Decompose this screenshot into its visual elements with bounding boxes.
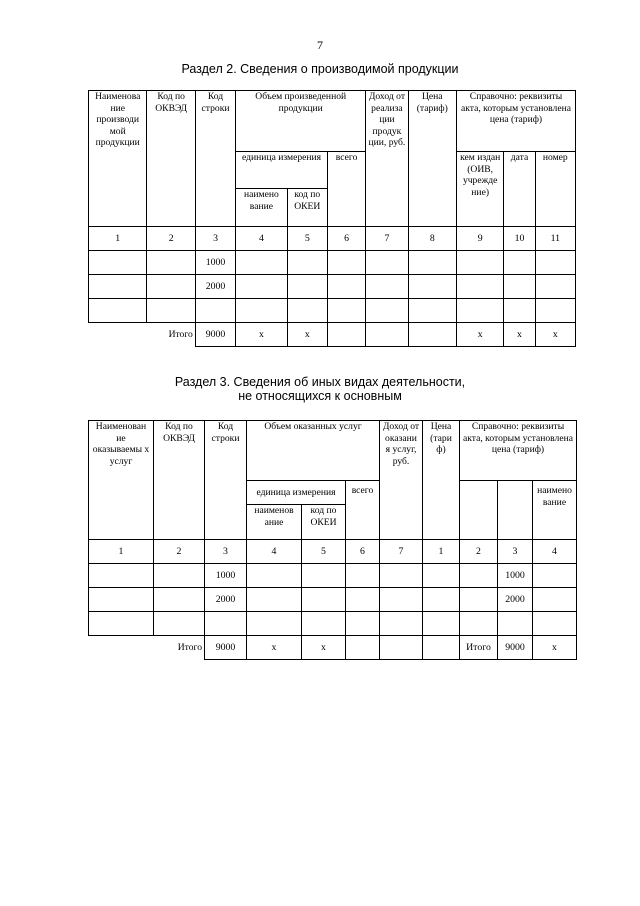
header-okved: Код по ОКВЭД	[147, 91, 195, 227]
total-cell: х	[302, 636, 346, 660]
col-number: 1	[89, 540, 154, 564]
header-volume: Объем произведенной продукции	[236, 91, 366, 152]
total-cell: Итого	[460, 636, 498, 660]
col-number: 1	[89, 227, 147, 251]
section-2-table	[88, 90, 576, 347]
header-unit: единица измерения	[247, 481, 346, 505]
total-cell: 9000	[498, 636, 533, 660]
page-number: 7	[317, 38, 323, 52]
total-cell: х	[504, 323, 535, 347]
col-number: 4	[247, 540, 302, 564]
header-service-name: Наименован ие оказываемы х услуг	[89, 421, 154, 540]
total-cell: х	[287, 323, 327, 347]
col-number: 7	[366, 227, 408, 251]
col-number: 2	[460, 540, 498, 564]
column-numbers-row	[89, 227, 576, 251]
header-price: Цена (тариф)	[408, 91, 456, 227]
total-cell: х	[535, 323, 575, 347]
header-number: номер	[535, 152, 575, 227]
col-number: 6	[346, 540, 380, 564]
col-number: 1	[423, 540, 460, 564]
header-ref-blank	[498, 481, 533, 540]
header-okved: Код по ОКВЭД	[154, 421, 205, 540]
header-unit: единица измерения	[236, 152, 328, 189]
col-number: 9	[456, 227, 503, 251]
total-cell: х	[236, 323, 287, 347]
col-number: 10	[504, 227, 535, 251]
table-row	[89, 588, 577, 612]
col-number: 7	[380, 540, 423, 564]
table-row	[89, 564, 577, 588]
col-number: 5	[302, 540, 346, 564]
col-number: 6	[327, 227, 365, 251]
total-label: Итого	[89, 636, 205, 660]
total-cell: х	[456, 323, 503, 347]
header-row-code: Код строки	[195, 91, 235, 227]
row-code: 2000	[195, 275, 235, 299]
total-code: 9000	[195, 323, 235, 347]
row-ref-code: 1000	[498, 564, 533, 588]
row-code	[195, 299, 235, 323]
header-volume: Объем оказанных услуг	[247, 421, 380, 481]
row-ref-code	[498, 612, 533, 636]
header-issuer: кем издан (ОИВ, учрежде ние)	[456, 152, 503, 227]
header-unit-name: наименов ание	[247, 505, 302, 540]
col-number: 3	[205, 540, 247, 564]
header-unit-okei: код по ОКЕИ	[287, 189, 327, 227]
header-income: Доход от реализа ции продук ции, руб.	[366, 91, 408, 227]
row-code: 1000	[195, 251, 235, 275]
header-unit-name: наимено вание	[236, 189, 287, 227]
header-date: дата	[504, 152, 535, 227]
header-price: Цена (тари ф)	[423, 421, 460, 540]
total-cell: х	[533, 636, 577, 660]
header-row-code: Код строки	[205, 421, 247, 540]
table-row	[89, 612, 577, 636]
col-number: 5	[287, 227, 327, 251]
header-total: всего	[346, 481, 380, 540]
section-3-table	[88, 420, 577, 660]
row-code	[205, 612, 247, 636]
col-number: 2	[154, 540, 205, 564]
section-3-title-line1: Раздел 3. Сведения об иных видах деятельности,	[174, 375, 466, 389]
header-product-name: Наименова ние производи мой продукции	[89, 91, 147, 227]
col-number: 11	[535, 227, 575, 251]
column-numbers-row	[89, 540, 577, 564]
section-2-title: Раздел 2. Сведения о производимой продукции	[181, 62, 459, 76]
total-code: 9000	[205, 636, 247, 660]
table-row	[89, 275, 576, 299]
header-total: всего	[327, 152, 365, 227]
header-reference: Справочно: реквизиты акта, которым установлена цена (тариф)	[456, 91, 575, 152]
row-code: 1000	[205, 564, 247, 588]
header-reference: Справочно: реквизиты акта, которым установлена цена (тариф)	[460, 421, 577, 481]
total-row	[89, 323, 576, 347]
total-label: Итого	[89, 323, 196, 347]
total-row	[89, 636, 577, 660]
header-unit-okei: код по ОКЕИ	[302, 505, 346, 540]
col-number: 2	[147, 227, 195, 251]
col-number: 3	[498, 540, 533, 564]
table-row	[89, 299, 576, 323]
header-income: Доход от оказани я услуг, руб.	[380, 421, 423, 540]
table-row	[89, 251, 576, 275]
total-cell: х	[247, 636, 302, 660]
col-number: 4	[236, 227, 287, 251]
row-ref-code: 2000	[498, 588, 533, 612]
header-ref-blank	[460, 481, 498, 540]
col-number: 8	[408, 227, 456, 251]
col-number: 4	[533, 540, 577, 564]
row-code: 2000	[205, 588, 247, 612]
header-ref-name: наимено вание	[533, 481, 577, 540]
section-3-title-line2: не относящихся к основным	[238, 389, 402, 403]
section-3-title	[0, 375, 640, 403]
col-number: 3	[195, 227, 235, 251]
